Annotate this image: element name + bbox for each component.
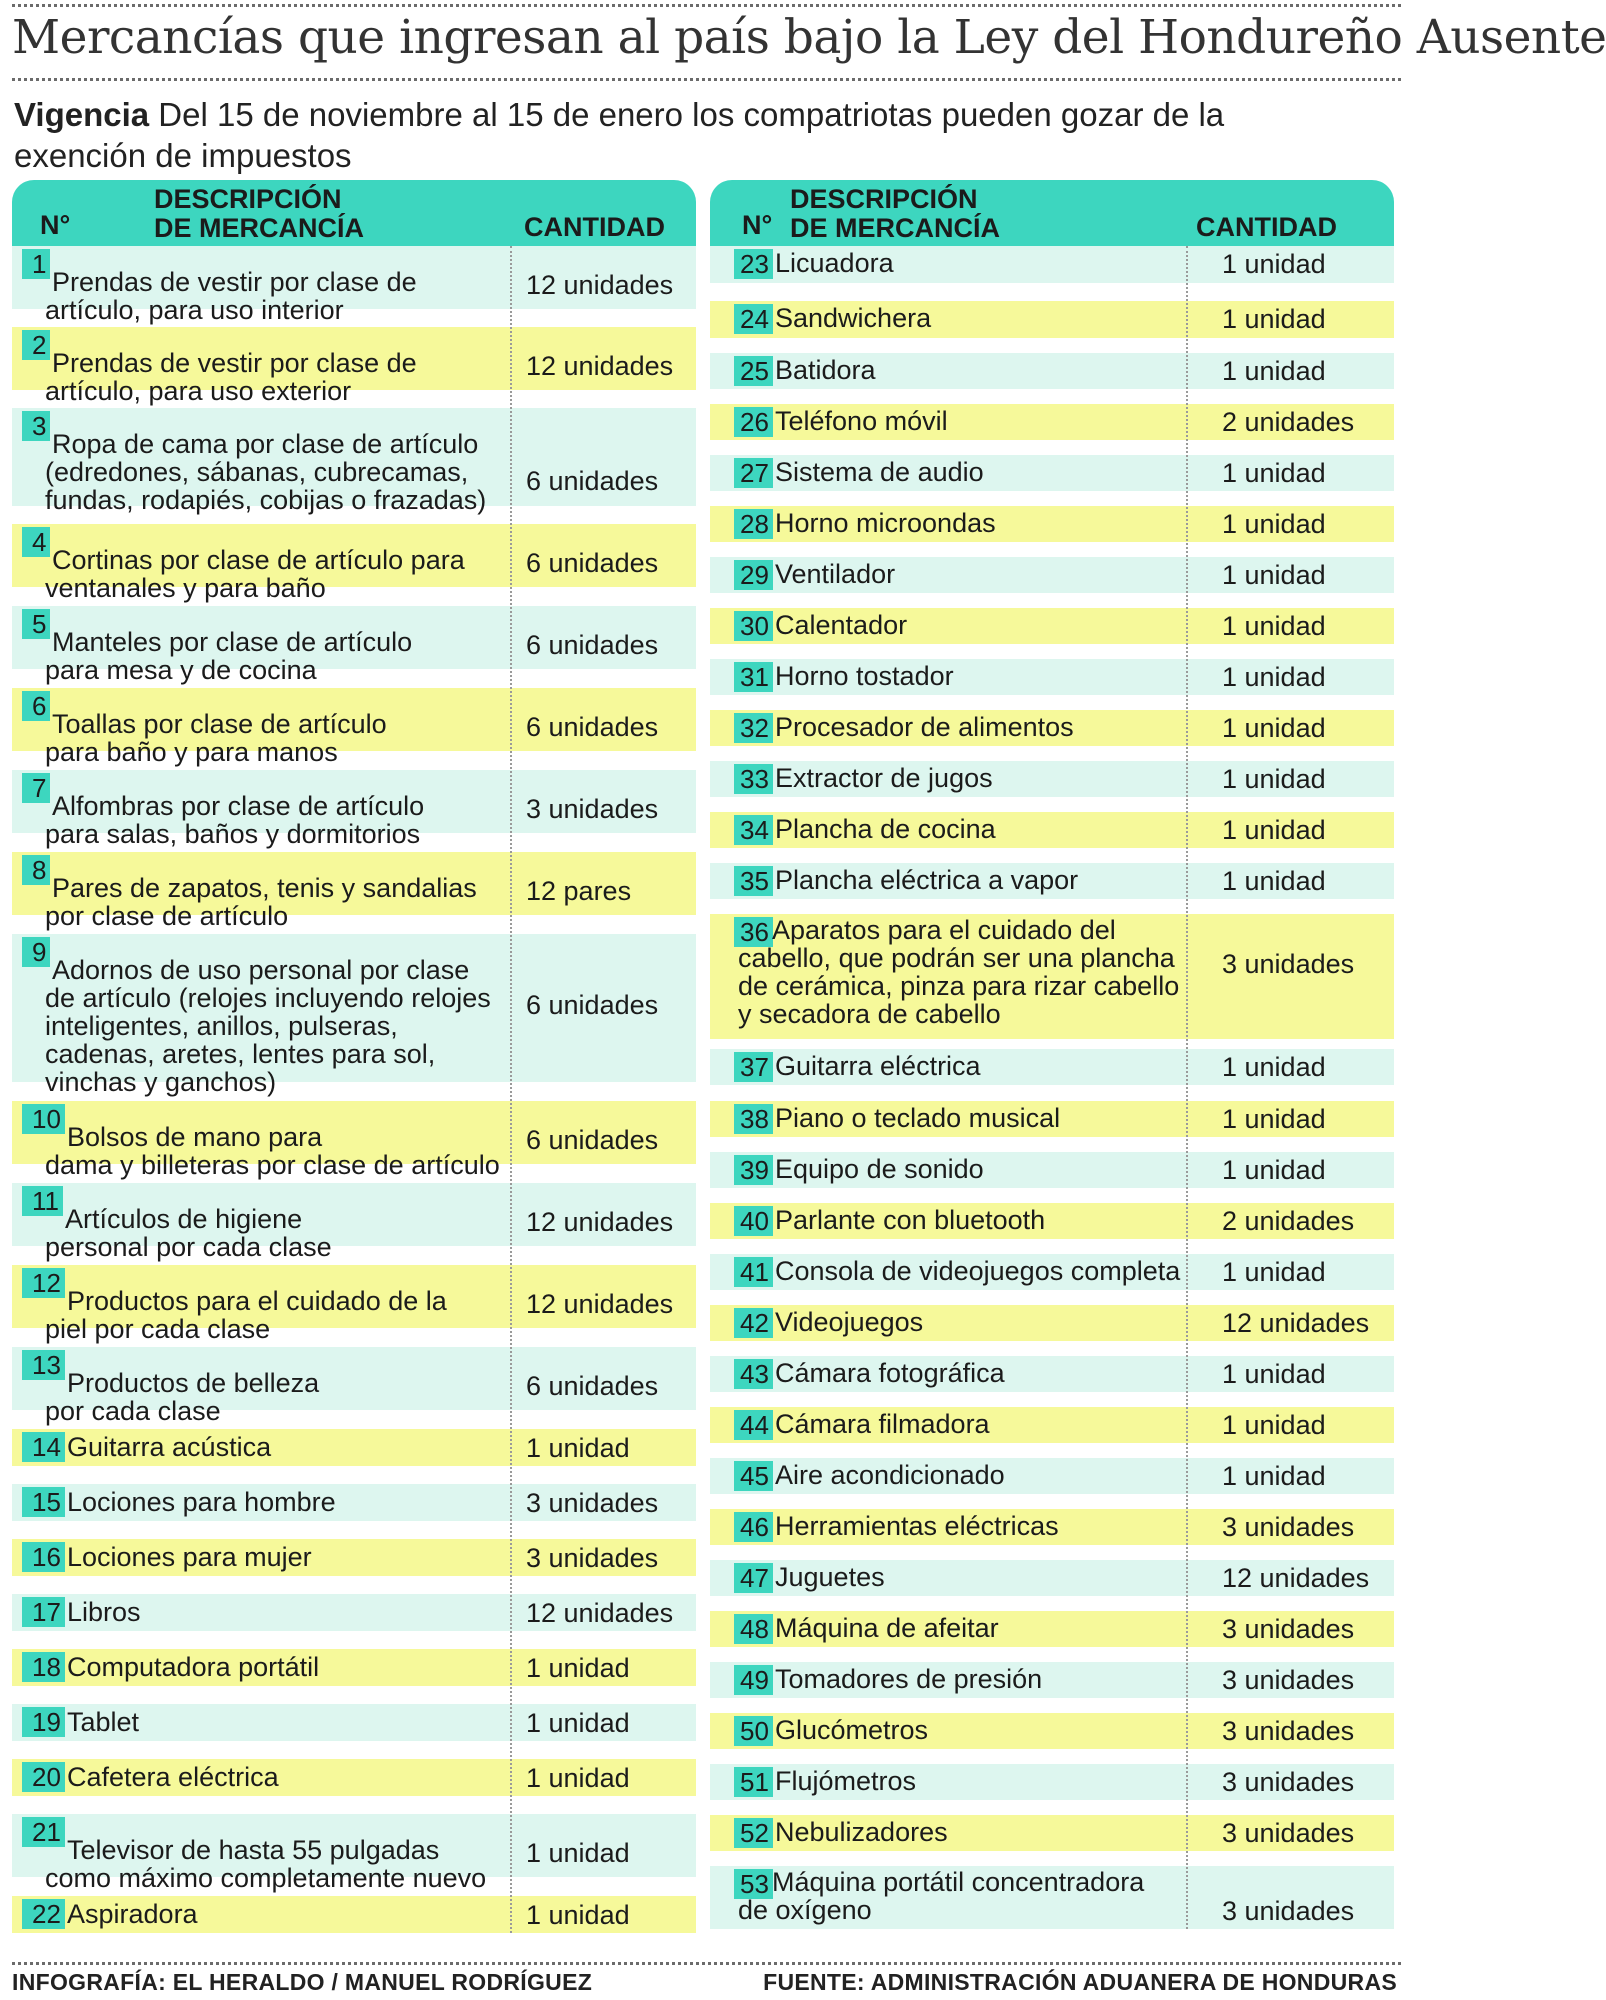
table-row: [710, 1305, 1394, 1341]
item-number-badge: 5: [22, 609, 50, 639]
table-row: [12, 1814, 696, 1893]
item-quantity: 12 unidades: [526, 351, 674, 381]
item-quantity: 1 unidad: [1222, 662, 1326, 692]
item-number-badge: 3: [22, 411, 50, 441]
item-number-badge: 22: [22, 1899, 65, 1929]
item-description: Tomadores de presión: [775, 1664, 1043, 1694]
item-quantity: 1 unidad: [526, 1763, 630, 1793]
item-number-badge: 13: [22, 1350, 65, 1380]
top-rule: [12, 4, 1401, 7]
subtitle: [14, 94, 1314, 176]
item-description: Cámara filmadora: [775, 1409, 990, 1439]
item-description: Plancha eléctrica a vapor: [775, 865, 1079, 895]
item-description: Piano o teclado musical: [775, 1103, 1061, 1133]
item-description: Máquina portátil concentradora de oxígeno: [738, 1867, 1145, 1925]
item-number-badge: 23: [734, 249, 773, 279]
item-description: Bolsos de mano para dama y billeteras por clase de artículo: [45, 1122, 500, 1180]
item-description: Artículos de higiene personal por cada clase: [45, 1204, 332, 1262]
header-description-line-1: DESCRIPCIÓN: [154, 184, 342, 214]
item-number-badge: 33: [734, 764, 773, 794]
item-number-badge: 43: [734, 1359, 773, 1389]
item-number-badge: 39: [734, 1155, 773, 1185]
item-description: Nebulizadores: [775, 1817, 948, 1847]
item-number-badge: 11: [22, 1186, 63, 1216]
table-row: [12, 408, 696, 515]
item-description: Sistema de audio: [775, 457, 984, 487]
table-row: [12, 1539, 696, 1576]
table-row: [710, 1509, 1394, 1545]
table-row: [710, 1866, 1394, 1929]
table-row: [12, 1759, 696, 1796]
item-number-badge: 4: [22, 527, 50, 557]
item-quantity: 6 unidades: [526, 990, 659, 1020]
item-quantity: 1 unidad: [1222, 1257, 1326, 1287]
item-number-badge: 21: [22, 1817, 65, 1847]
item-quantity: 1 unidad: [1222, 560, 1326, 590]
item-quantity: 1 unidad: [526, 1653, 630, 1683]
item-number-badge: 24: [734, 304, 773, 334]
table-row: [710, 1049, 1394, 1085]
item-quantity: 1 unidad: [1222, 815, 1326, 845]
table-row: [710, 812, 1394, 848]
item-quantity: 6 unidades: [526, 1125, 659, 1155]
item-quantity: 12 unidades: [526, 1598, 674, 1628]
item-quantity: 1 unidad: [1222, 1359, 1326, 1389]
item-description: Lociones para mujer: [67, 1542, 312, 1572]
item-quantity: 12 unidades: [526, 1289, 674, 1319]
item-quantity: 6 unidades: [526, 466, 659, 496]
item-number-badge: 37: [734, 1052, 773, 1082]
item-quantity: 2 unidades: [1222, 1206, 1355, 1236]
item-quantity: 12 pares: [526, 876, 632, 906]
item-number-badge: 42: [734, 1308, 773, 1338]
item-quantity: 12 unidades: [526, 270, 674, 300]
table-row: [12, 1183, 696, 1262]
item-quantity: 3 unidades: [1222, 1614, 1355, 1644]
item-number-badge: 34: [734, 815, 773, 845]
table-row: [710, 1764, 1394, 1800]
item-quantity: 3 unidades: [1222, 1716, 1355, 1746]
item-description: Manteles por clase de artículo para mesa y de cocina: [45, 627, 413, 685]
table-row: [12, 1649, 696, 1686]
item-number-badge: 12: [22, 1268, 65, 1298]
item-description: Equipo de sonido: [775, 1154, 984, 1184]
item-quantity: 3 unidades: [1222, 1512, 1355, 1542]
table-row: [12, 1265, 696, 1344]
item-description: Computadora portátil: [67, 1652, 320, 1682]
table-row: [710, 710, 1394, 746]
item-description: Prendas de vestir por clase de artículo, para uso interior: [45, 267, 417, 325]
table-rows-right: [710, 246, 1394, 1929]
header-number: N°: [742, 210, 773, 240]
table-row: [710, 659, 1394, 695]
item-quantity: 1 unidad: [1222, 866, 1326, 896]
item-description: Cafetera eléctrica: [67, 1762, 279, 1792]
item-number-badge: 51: [734, 1767, 773, 1797]
table-row: [710, 1662, 1394, 1698]
item-quantity: 1 unidad: [1222, 1052, 1326, 1082]
table-row: [710, 506, 1394, 542]
item-description: Toallas por clase de artículo para baño y para manos: [45, 709, 387, 767]
credit-line: INFOGRAFÍA: EL HERALDO / MANUEL RODRÍGUEZ: [12, 1969, 593, 1995]
table-row: [12, 934, 696, 1097]
header-quantity: CANTIDAD: [524, 212, 665, 242]
item-number-badge: 27: [734, 458, 773, 488]
item-number-badge: 40: [734, 1206, 773, 1236]
item-description: Guitarra acústica: [67, 1432, 272, 1462]
item-number-badge: 48: [734, 1614, 773, 1644]
table-header-left: [12, 180, 696, 246]
item-description: Procesador de alimentos: [775, 712, 1074, 742]
subtitle-text: Del 15 de noviembre al 15 de enero los compatriotas pueden gozar de la exención de impuestos: [14, 96, 1225, 174]
table-row: [710, 863, 1394, 899]
item-quantity: 1 unidad: [1222, 304, 1326, 334]
table-row: [710, 246, 1394, 283]
item-description: Tablet: [67, 1707, 140, 1737]
table-row: [12, 1347, 696, 1426]
table-row: [710, 1611, 1394, 1647]
item-description: Prendas de vestir por clase de artículo, para uso exterior: [45, 348, 417, 406]
item-number-badge: 9: [22, 937, 50, 967]
item-number-badge: 46: [734, 1512, 773, 1542]
item-quantity: 1 unidad: [1222, 249, 1326, 279]
table-row: [710, 1101, 1394, 1137]
item-quantity: 1 unidad: [1222, 1104, 1326, 1134]
table-row: [710, 1356, 1394, 1392]
item-quantity: 1 unidad: [526, 1433, 630, 1463]
item-number-badge: 47: [734, 1563, 773, 1593]
item-description: Consola de videojuegos completa: [775, 1256, 1181, 1286]
header-description-line-2: DE MERCANCÍA: [154, 213, 365, 243]
item-number-badge: 18: [22, 1652, 65, 1682]
item-quantity: 1 unidad: [1222, 356, 1326, 386]
item-description: Aspiradora: [67, 1899, 198, 1929]
item-quantity: 1 unidad: [1222, 509, 1326, 539]
table-row: [710, 1815, 1394, 1851]
table-row: [12, 1704, 696, 1741]
item-description: Videojuegos: [775, 1307, 924, 1337]
item-description: Glucómetros: [775, 1715, 929, 1745]
item-description: Batidora: [775, 355, 876, 385]
item-quantity: 3 unidades: [526, 1488, 659, 1518]
item-number-badge: 28: [734, 509, 773, 539]
item-description: Extractor de jugos: [775, 763, 993, 793]
table-rows-left: [12, 246, 696, 1933]
table-row: [710, 1458, 1394, 1494]
table-row: [12, 1594, 696, 1631]
column-divider: [1186, 246, 1188, 1929]
item-quantity: 3 unidades: [1222, 1818, 1355, 1848]
table-row: [710, 608, 1394, 644]
item-number-badge: 14: [22, 1432, 65, 1462]
item-number-badge: 29: [734, 560, 773, 590]
item-number-badge: 32: [734, 713, 773, 743]
item-number-badge: 15: [22, 1487, 65, 1517]
item-description: Televisor de hasta 55 pulgadas como máximo completamente nuevo: [45, 1835, 487, 1893]
item-number-badge: 25: [734, 356, 773, 386]
table-row: [710, 1407, 1394, 1443]
source-line: FUENTE: ADMINISTRACIÓN ADUANERA DE HONDURAS: [763, 1969, 1397, 1995]
item-description: Productos para el cuidado de la piel por cada clase: [45, 1286, 447, 1344]
item-number-badge: 7: [22, 773, 50, 803]
item-number-badge: 44: [734, 1410, 773, 1440]
item-quantity: 1 unidad: [1222, 611, 1326, 641]
item-description: Calentador: [775, 610, 908, 640]
item-quantity: 3 unidades: [1222, 1665, 1355, 1695]
item-description: Licuadora: [775, 248, 894, 278]
header-description: [790, 185, 1000, 243]
item-description: Herramientas eléctricas: [775, 1511, 1059, 1541]
item-description: Adornos de uso personal por clase de artículo (relojes incluyendo relojes inteligentes, anillos, pulseras, cadenas, aretes, lentes para sol, vinchas y ganchos): [45, 955, 491, 1097]
item-description: Máquina de afeitar: [775, 1613, 999, 1643]
item-number-badge: 45: [734, 1461, 773, 1491]
item-number-badge: 38: [734, 1104, 773, 1134]
item-description: Pares de zapatos, tenis y sandalias por clase de artículo: [45, 873, 477, 931]
item-number-badge: 53: [734, 1869, 773, 1899]
table-row: [710, 1713, 1394, 1749]
item-description: Horno microondas: [775, 508, 996, 538]
item-number-badge: 2: [22, 330, 50, 360]
item-number-badge: 19: [22, 1707, 65, 1737]
items-table-right: [710, 180, 1394, 1929]
table-row: [710, 1203, 1394, 1239]
table-row: [710, 301, 1394, 338]
item-description: Alfombras por clase de artículo para salas, baños y dormitorios: [45, 791, 425, 849]
item-quantity: 3 unidades: [526, 794, 659, 824]
table-row: [12, 852, 696, 931]
table-row: [710, 761, 1394, 797]
item-quantity: 3 unidades: [1222, 1767, 1355, 1797]
item-description: Lociones para hombre: [67, 1487, 336, 1517]
item-number-badge: 36: [734, 917, 773, 947]
item-number-badge: 17: [22, 1597, 65, 1627]
table-row: [710, 557, 1394, 593]
item-description: Aparatos para el cuidado del cabello, que podrán ser una plancha de cerámica, pinza para rizar cabello y secadora de cabello: [738, 915, 1180, 1029]
item-number-badge: 30: [734, 611, 773, 641]
item-number-badge: 6: [22, 691, 50, 721]
item-quantity: 3 unidades: [1222, 949, 1355, 979]
item-quantity: 3 unidades: [1222, 1896, 1355, 1926]
item-description: Horno tostador: [775, 661, 954, 691]
item-quantity: 1 unidad: [1222, 1155, 1326, 1185]
item-number-badge: 20: [22, 1762, 65, 1792]
item-description: Teléfono móvil: [775, 406, 948, 436]
table-row: [12, 770, 696, 849]
header-description-line-1: DESCRIPCIÓN: [790, 184, 978, 214]
item-description: Ropa de cama por clase de artículo (edredones, sábanas, cubrecamas, fundas, rodapiés, cobijas o frazadas): [45, 429, 487, 515]
item-number-badge: 1: [22, 249, 50, 279]
item-description: Cortinas por clase de artículo para ventanales y para baño: [45, 545, 465, 603]
table-row: [710, 1560, 1394, 1596]
header-description-line-2: DE MERCANCÍA: [790, 213, 1001, 243]
table-row: [12, 1484, 696, 1521]
item-description: Aire acondicionado: [775, 1460, 1005, 1490]
item-quantity: 1 unidad: [1222, 713, 1326, 743]
item-description: Sandwichera: [775, 303, 932, 333]
item-number-badge: 26: [734, 407, 773, 437]
table-header-right: [710, 180, 1394, 246]
item-quantity: 1 unidad: [1222, 1410, 1326, 1440]
header-description: [154, 185, 364, 243]
item-description: Flujómetros: [775, 1766, 917, 1796]
table-row: [12, 524, 696, 603]
item-quantity: 12 unidades: [1222, 1563, 1370, 1593]
item-number-badge: 41: [734, 1257, 773, 1287]
item-number-badge: 8: [22, 855, 50, 885]
items-table-left: [12, 180, 696, 1933]
item-description: Libros: [67, 1597, 141, 1627]
header-quantity: CANTIDAD: [1196, 212, 1337, 242]
item-description: Productos de belleza por cada clase: [45, 1368, 320, 1426]
table-row: [710, 353, 1394, 389]
item-description: Cámara fotográfica: [775, 1358, 1005, 1388]
item-quantity: 6 unidades: [526, 548, 659, 578]
item-quantity: 6 unidades: [526, 630, 659, 660]
item-description: Parlante con bluetooth: [775, 1205, 1046, 1235]
table-row: [12, 1101, 696, 1180]
item-description: Ventilador: [775, 559, 896, 589]
table-row: [12, 327, 696, 406]
table-row: [12, 606, 696, 685]
item-quantity: 1 unidad: [1222, 1461, 1326, 1491]
table-row: [12, 1429, 696, 1466]
item-description: Plancha de cocina: [775, 814, 996, 844]
item-quantity: 1 unidad: [1222, 458, 1326, 488]
table-row: [12, 688, 696, 767]
page-title: Mercancías que ingresan al país bajo la Ley del Hondureño Ausente: [12, 10, 1606, 65]
table-row: [710, 1152, 1394, 1188]
item-quantity: 1 unidad: [526, 1838, 630, 1868]
item-quantity: 1 unidad: [526, 1900, 630, 1930]
item-number-badge: 49: [734, 1665, 773, 1695]
title-rule: [12, 78, 1401, 81]
header-number: N°: [40, 210, 71, 240]
item-quantity: 3 unidades: [526, 1543, 659, 1573]
item-number-badge: 31: [734, 662, 773, 692]
item-quantity: 1 unidad: [1222, 764, 1326, 794]
table-row: [710, 404, 1394, 440]
table-row: [710, 455, 1394, 491]
subtitle-lead: Vigencia: [14, 96, 150, 133]
item-number-badge: 10: [22, 1104, 65, 1134]
item-quantity: 12 unidades: [526, 1207, 674, 1237]
table-row: [12, 246, 696, 325]
table-row: [12, 1896, 696, 1933]
item-description: Juguetes: [775, 1562, 885, 1592]
item-quantity: 6 unidades: [526, 1371, 659, 1401]
item-number-badge: 16: [22, 1542, 65, 1572]
item-quantity: 1 unidad: [526, 1708, 630, 1738]
item-quantity: 12 unidades: [1222, 1308, 1370, 1338]
table-row: [710, 914, 1394, 1039]
column-divider: [510, 246, 512, 1933]
item-number-badge: 50: [734, 1716, 773, 1746]
item-quantity: 2 unidades: [1222, 407, 1355, 437]
item-number-badge: 35: [734, 866, 773, 896]
item-description: Guitarra eléctrica: [775, 1051, 981, 1081]
table-row: [710, 1254, 1394, 1290]
item-number-badge: 52: [734, 1818, 773, 1848]
item-quantity: 6 unidades: [526, 712, 659, 742]
footer-rule: [12, 1962, 1401, 1965]
